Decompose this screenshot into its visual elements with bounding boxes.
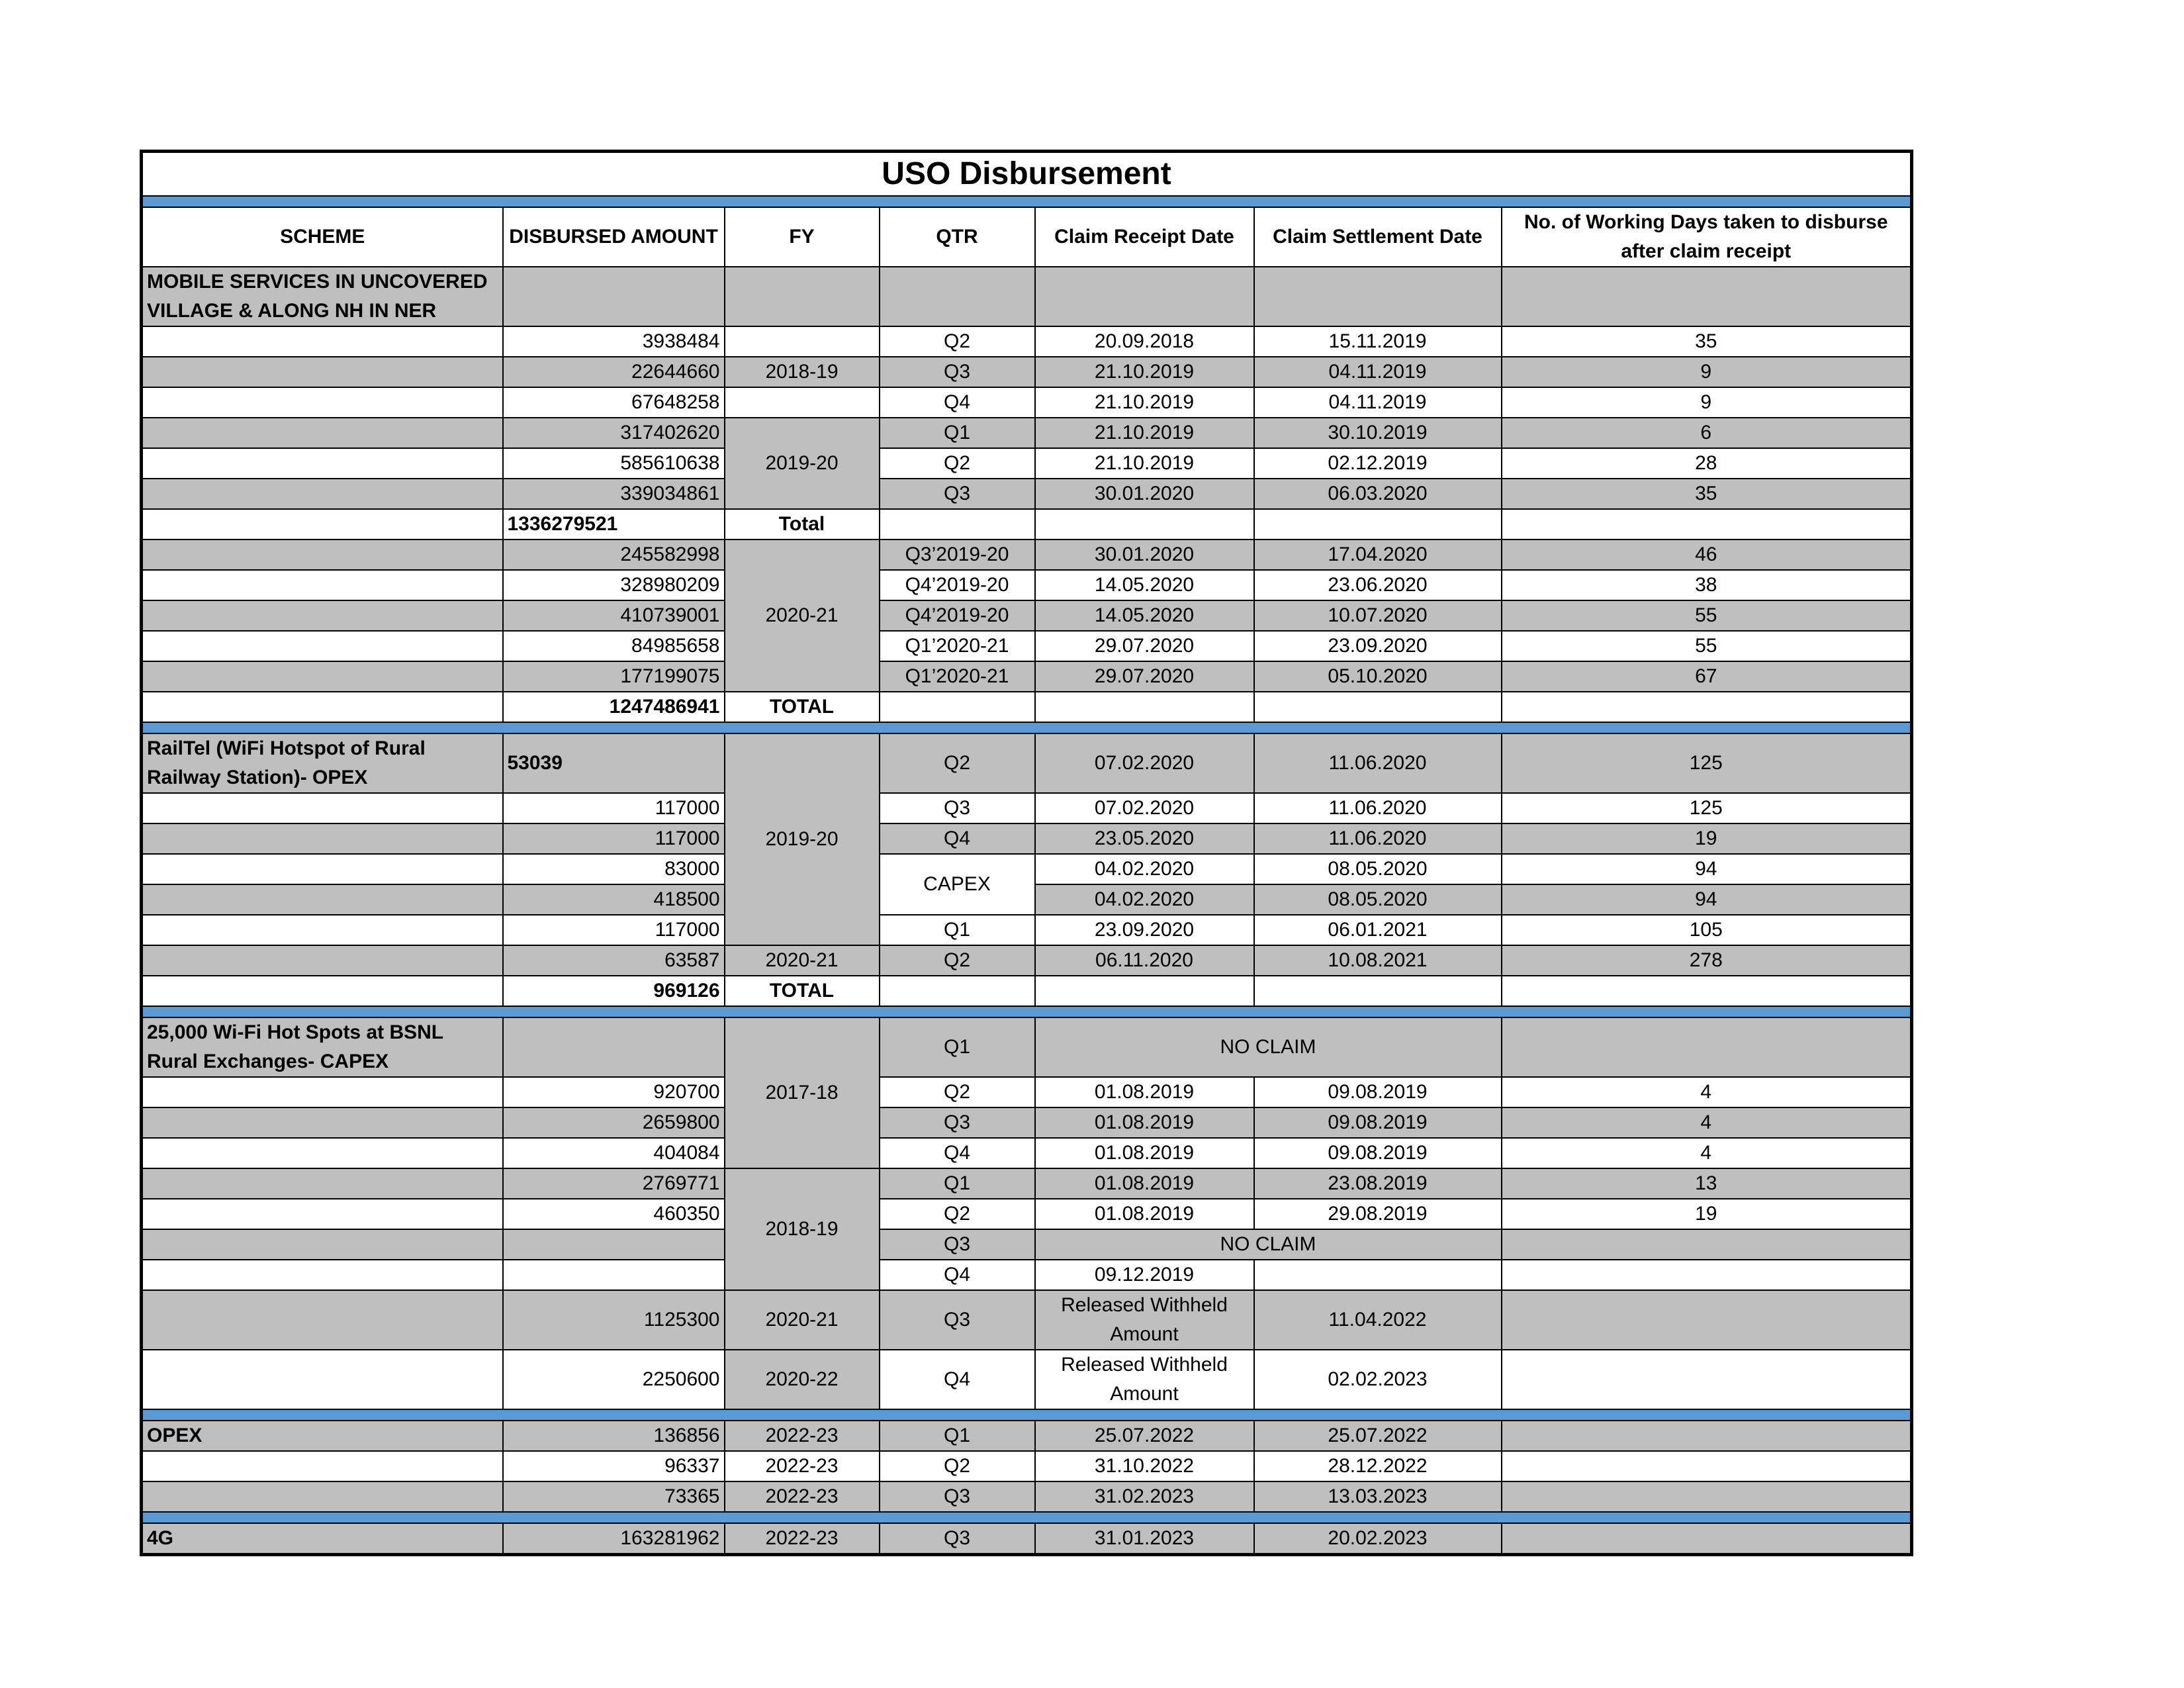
working-days-cell: 125 [1502,733,1912,793]
receipt-date-cell: 20.09.2018 [1035,326,1254,357]
table-row [142,570,1912,600]
scheme-row [142,733,1912,793]
section-divider [142,722,1912,733]
amount-cell: 410739001 [503,600,725,631]
qtr-cell: Q4 [880,1138,1035,1168]
qtr-cell: Q3 [880,1481,1035,1512]
fy-cell: 2018-19 [725,357,880,387]
receipt-date-cell: Released Withheld Amount [1035,1350,1254,1409]
working-days-cell: 9 [1502,387,1912,418]
qtr-cell: Q1 [880,1168,1035,1199]
working-days-cell: 4 [1502,1077,1912,1107]
receipt-date-cell: 06.11.2020 [1035,945,1254,976]
settlement-date-cell: 09.08.2019 [1254,1138,1502,1168]
scheme-name: 4G [142,1523,503,1555]
qtr-cell: Q3 [880,793,1035,823]
settlement-date-cell: 23.08.2019 [1254,1168,1502,1199]
scheme-row [142,1017,1912,1077]
settlement-date-cell: 11.06.2020 [1254,793,1502,823]
working-days-cell: 4 [1502,1138,1912,1168]
qtr-cell: Q4 [880,1350,1035,1409]
receipt-date-cell: 01.08.2019 [1035,1168,1254,1199]
amount-cell: 2769771 [503,1168,725,1199]
working-days-cell: 13 [1502,1168,1912,1199]
settlement-date-cell: 02.02.2023 [1254,1350,1502,1409]
table-row [142,1260,1912,1290]
table-row [142,326,1912,357]
settlement-date-cell: 11.06.2020 [1254,823,1502,854]
qtr-cell: Q1 [880,915,1035,945]
fy-cell: 2022-23 [725,1421,880,1451]
table-row [142,631,1912,661]
qtr-cell: Q3’2019-20 [880,539,1035,570]
receipt-date-cell: 01.08.2019 [1035,1138,1254,1168]
receipt-date-cell: 31.10.2022 [1035,1451,1254,1481]
settlement-date-cell: 23.09.2020 [1254,631,1502,661]
settlement-date-cell: 30.10.2019 [1254,418,1502,448]
amount-cell: 83000 [503,854,725,884]
working-days-cell: 35 [1502,326,1912,357]
working-days-cell: 19 [1502,1199,1912,1229]
amount-cell: 177199075 [503,661,725,692]
receipt-date-cell: 14.05.2020 [1035,600,1254,631]
receipt-date-cell: 30.01.2020 [1035,539,1254,570]
qtr-cell: Q4’2019-20 [880,600,1035,631]
settlement-date-cell: 04.11.2019 [1254,357,1502,387]
table-row [142,1290,1912,1350]
total-amount: 1247486941 [503,692,725,722]
settlement-date-cell: 29.08.2019 [1254,1199,1502,1229]
settlement-date-cell: 13.03.2023 [1254,1481,1502,1512]
receipt-date-cell: 23.09.2020 [1035,915,1254,945]
table-row [142,1229,1912,1260]
working-days-cell: 28 [1502,448,1912,479]
table-row [142,1138,1912,1168]
amount-cell: 63587 [503,945,725,976]
fy-cell: 2020-21 [725,539,880,692]
header-amount: DISBURSED AMOUNT [503,207,725,267]
table-row [142,600,1912,631]
working-days-cell: 94 [1502,884,1912,915]
table-row [142,1168,1912,1199]
table-row [142,1107,1912,1138]
table-row [142,418,1912,448]
table-row [142,479,1912,509]
scheme-name: 25,000 Wi-Fi Hot Spots at BSNL Rural Exchanges- CAPEX [142,1017,503,1077]
receipt-date-cell: 01.08.2019 [1035,1107,1254,1138]
table-row [142,915,1912,945]
qtr-cell: Q4’2019-20 [880,570,1035,600]
qtr-cell: Q1’2020-21 [880,661,1035,692]
header-settlement-date: Claim Settlement Date [1254,207,1502,267]
settlement-date-cell: 10.08.2021 [1254,945,1502,976]
scheme-name: OPEX [142,1421,503,1451]
no-claim-cell: NO CLAIM [1035,1229,1502,1260]
header-scheme: SCHEME [142,207,503,267]
receipt-date-cell: 23.05.2020 [1035,823,1254,854]
working-days-cell: 94 [1502,854,1912,884]
scheme-name: RailTel (WiFi Hotspot of Rural Railway Station)- OPEX [142,733,503,793]
total-row [142,509,1912,539]
section-divider [142,196,1912,207]
settlement-date-cell: 28.12.2022 [1254,1451,1502,1481]
header-row [142,207,1912,267]
table-row [142,793,1912,823]
total-amount: 1336279521 [503,509,725,539]
section-divider [142,1006,1912,1017]
receipt-date-cell: 07.02.2020 [1035,793,1254,823]
receipt-date-cell: 04.02.2020 [1035,884,1254,915]
scheme-name [142,1451,503,1481]
amount-cell: 328980209 [503,570,725,600]
header-fy: FY [725,207,880,267]
receipt-date-cell: 30.01.2020 [1035,479,1254,509]
fy-cell: 2022-23 [725,1523,880,1555]
amount-cell: 22644660 [503,357,725,387]
amount-cell: 163281962 [503,1523,725,1555]
qtr-cell: Q3 [880,1229,1035,1260]
fy-cell: 2022-23 [725,1481,880,1512]
receipt-date-cell: 21.10.2019 [1035,387,1254,418]
amount-cell: 117000 [503,823,725,854]
table-row [142,357,1912,387]
qtr-cell: Q3 [880,357,1035,387]
table-row [142,539,1912,570]
header-qtr: QTR [880,207,1035,267]
receipt-date-cell: 14.05.2020 [1035,570,1254,600]
qtr-cell: Q2 [880,448,1035,479]
settlement-date-cell: 09.08.2019 [1254,1077,1502,1107]
qtr-cell: Q2 [880,1077,1035,1107]
amount-cell: 53039 [503,733,725,793]
amount-cell: 73365 [503,1481,725,1512]
working-days-cell: 35 [1502,479,1912,509]
qtr-cell: Q1’2020-21 [880,631,1035,661]
header-working-days: No. of Working Days taken to disburse after claim receipt [1502,207,1912,267]
table-row [142,448,1912,479]
settlement-date-cell: 23.06.2020 [1254,570,1502,600]
qtr-cell: Q2 [880,1199,1035,1229]
uso-disbursement-table [140,150,1913,1556]
settlement-date-cell: 15.11.2019 [1254,326,1502,357]
receipt-date-cell: 01.08.2019 [1035,1077,1254,1107]
scheme-name: MOBILE SERVICES IN UNCOVERED VILLAGE & ALONG NH IN NER [142,267,503,326]
receipt-date-cell: Released Withheld Amount [1035,1290,1254,1350]
qtr-cell: Q1 [880,418,1035,448]
scheme-name [142,1481,503,1512]
amount-cell: 96337 [503,1451,725,1481]
total-row [142,976,1912,1006]
amount-cell: 920700 [503,1077,725,1107]
table-row [142,1199,1912,1229]
amount-cell: 245582998 [503,539,725,570]
settlement-date-cell: 05.10.2020 [1254,661,1502,692]
qtr-cell: Q4 [880,1260,1035,1290]
amount-cell: 317402620 [503,418,725,448]
receipt-date-cell: 29.07.2020 [1035,661,1254,692]
working-days-cell: 125 [1502,793,1912,823]
section-divider [142,1512,1912,1523]
total-amount: 969126 [503,976,725,1006]
settlement-date-cell: 10.07.2020 [1254,600,1502,631]
qtr-cell: Q4 [880,823,1035,854]
amount-cell: 1125300 [503,1290,725,1350]
settlement-date-cell: 04.11.2019 [1254,387,1502,418]
receipt-date-cell: 07.02.2020 [1035,733,1254,793]
settlement-date-cell: 08.05.2020 [1254,884,1502,915]
settlement-date-cell: 08.05.2020 [1254,854,1502,884]
settlement-date-cell: 06.01.2021 [1254,915,1502,945]
working-days-cell: 6 [1502,418,1912,448]
amount-cell: 585610638 [503,448,725,479]
settlement-date-cell: 02.12.2019 [1254,448,1502,479]
table-row [142,823,1912,854]
receipt-date-cell: 21.10.2019 [1035,357,1254,387]
amount-cell: 117000 [503,915,725,945]
fy-cell: 2020-21 [725,945,880,976]
amount-cell: 2250600 [503,1350,725,1409]
amount-cell: 460350 [503,1199,725,1229]
no-claim-cell: NO CLAIM [1035,1017,1502,1077]
settlement-date-cell: 17.04.2020 [1254,539,1502,570]
table-row [142,661,1912,692]
working-days-cell: 278 [1502,945,1912,976]
fy-cell: 2022-23 [725,1451,880,1481]
settlement-date-cell: 11.06.2020 [1254,733,1502,793]
settlement-date-cell: 09.08.2019 [1254,1107,1502,1138]
amount-cell: 117000 [503,793,725,823]
working-days-cell: 46 [1502,539,1912,570]
receipt-date-cell: 21.10.2019 [1035,448,1254,479]
table-row [142,387,1912,418]
working-days-cell: 4 [1502,1107,1912,1138]
table-row [142,1523,1912,1555]
amount-cell: 339034861 [503,479,725,509]
qtr-cell: Q3 [880,479,1035,509]
amount-cell: 67648258 [503,387,725,418]
settlement-date-cell: 20.02.2023 [1254,1523,1502,1555]
settlement-date-cell: 25.07.2022 [1254,1421,1502,1451]
fy-cell: 2019-20 [725,733,880,945]
table-row [142,1451,1912,1481]
receipt-date-cell: 31.02.2023 [1035,1481,1254,1512]
amount-cell: 136856 [503,1421,725,1451]
working-days-cell: 105 [1502,915,1912,945]
qtr-cell: Q2 [880,945,1035,976]
qtr-cell: Q3 [880,1523,1035,1555]
table-row [142,945,1912,976]
qtr-cell: CAPEX [880,854,1035,915]
working-days-cell: 38 [1502,570,1912,600]
scheme-row [142,267,1912,326]
fy-cell: 2017-18 [725,1017,880,1168]
receipt-date-cell: 31.01.2023 [1035,1523,1254,1555]
qtr-cell: Q2 [880,733,1035,793]
total-row [142,692,1912,722]
receipt-date-cell: 21.10.2019 [1035,418,1254,448]
total-label: TOTAL [725,692,880,722]
qtr-cell: Q2 [880,326,1035,357]
fy-cell: 2020-21 [725,1290,880,1350]
working-days-cell: 9 [1502,357,1912,387]
fy-cell: 2019-20 [725,418,880,509]
table-title: USO Disbursement [142,152,1912,197]
fy-cell: 2018-19 [725,1168,880,1290]
table-row [142,1350,1912,1409]
total-label: TOTAL [725,976,880,1006]
qtr-cell: Q3 [880,1107,1035,1138]
table-row [142,1421,1912,1451]
qtr-cell: Q1 [880,1421,1035,1451]
table-row [142,1481,1912,1512]
amount-cell: 84985658 [503,631,725,661]
receipt-date-cell: 25.07.2022 [1035,1421,1254,1451]
working-days-cell: 55 [1502,631,1912,661]
header-receipt-date: Claim Receipt Date [1035,207,1254,267]
qtr-cell: Q4 [880,387,1035,418]
total-label: Total [725,509,880,539]
working-days-cell: 19 [1502,823,1912,854]
amount-cell: 404084 [503,1138,725,1168]
section-divider [142,1409,1912,1421]
amount-cell: 2659800 [503,1107,725,1138]
settlement-date-cell: 06.03.2020 [1254,479,1502,509]
receipt-date-cell: 29.07.2020 [1035,631,1254,661]
fy-cell: 2020-22 [725,1350,880,1409]
amount-cell: 3938484 [503,326,725,357]
receipt-date-cell: 09.12.2019 [1035,1260,1254,1290]
qtr-cell: Q2 [880,1451,1035,1481]
qtr-cell: Q1 [880,1017,1035,1077]
table-row [142,1077,1912,1107]
working-days-cell: 67 [1502,661,1912,692]
working-days-cell: 55 [1502,600,1912,631]
receipt-date-cell: 04.02.2020 [1035,854,1254,884]
receipt-date-cell: 01.08.2019 [1035,1199,1254,1229]
qtr-cell: Q3 [880,1290,1035,1350]
amount-cell: 418500 [503,884,725,915]
settlement-date-cell: 11.04.2022 [1254,1290,1502,1350]
table-row [142,854,1912,884]
